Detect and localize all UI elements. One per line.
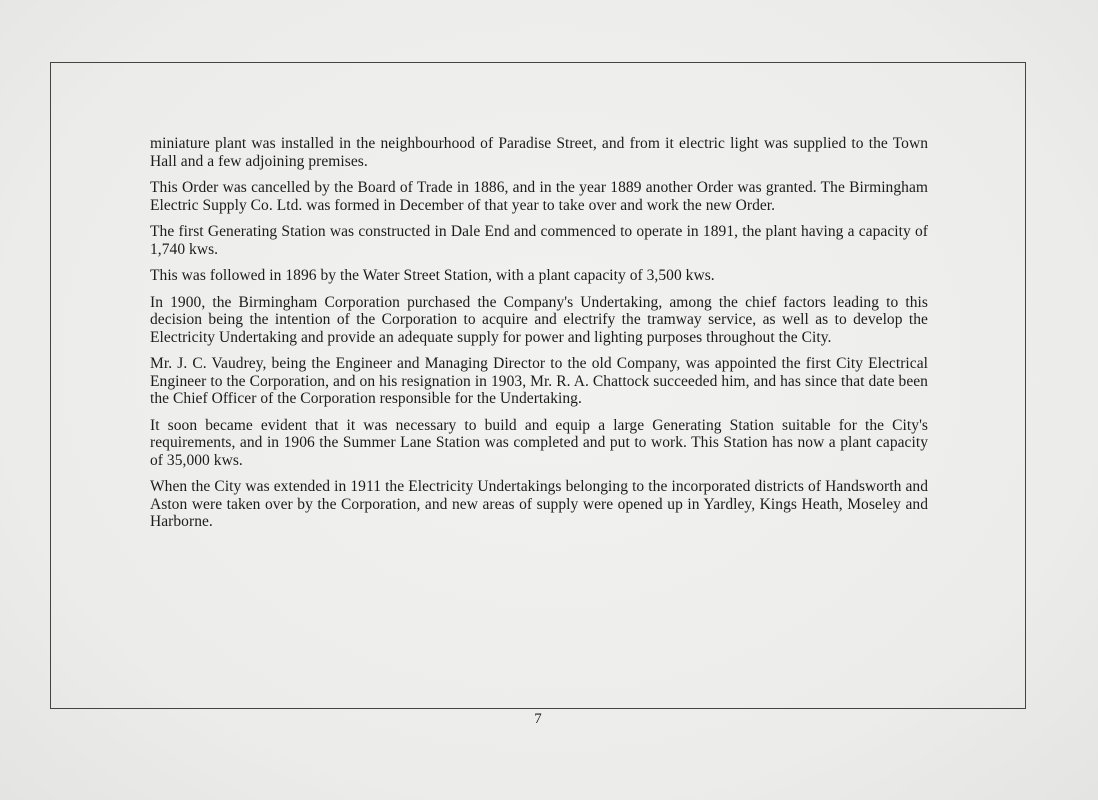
paragraph-1: miniature plant was installed in the neighbourhood of Paradise Street, and from it electric light was supplied to the Town Hall and a few adjoining premises. <box>150 135 928 170</box>
paragraph-4: This was followed in 1896 by the Water Street Station, with a plant capacity of 3,500 kws. <box>150 267 715 284</box>
paragraph-2: This Order was cancelled by the Board of Trade in 1886, and in the year 1889 another Order was granted. The Birmingham Electric Supply Co. Ltd. was formed in December of that year to take over and work the new Order. <box>150 179 928 214</box>
paragraph-5: In 1900, the Birmingham Corporation purchased the Company's Undertaking, among the chief factors leading to this decision being the intention of the Corporation to acquire and electrify the tramway service, as well as to develop the Electricity Undertaking and provide an adequate supply for power and lighting purposes throughout the City. <box>150 293 928 346</box>
paragraph-3: The first Generating Station was constructed in Dale End and commenced to operate in 1891, the plant having a capacity of 1,740 kws. <box>150 223 928 258</box>
paragraph-6: Mr. J. C. Vaudrey, being the Engineer and Managing Director to the old Company, was appointed the first City Electrical Engineer to the Corporation, and on his resignation in 1903, Mr. R. A. Chattock succeeded him, and has since that date been the Chief Officer of the Corporation responsible for the Undertaking. <box>150 355 928 407</box>
paragraph-7: It soon became evident that it was necessary to build and equip a large Generating Station suitable for the City's requirements, and in 1906 the Summer Lane Station was completed and put to work. This Station has now a plant capacity of 35,000 kws. <box>150 416 928 469</box>
page-number: 7 <box>534 711 542 727</box>
paragraph-8: When the City was extended in 1911 the Electricity Undertakings belonging to the incorporated districts of Handsworth and Aston were taken over by the Corporation, and new areas of supply were opened up in Yardley, Kings Heath, Moseley and Harborne. <box>150 478 928 530</box>
body-text <box>150 135 928 540</box>
